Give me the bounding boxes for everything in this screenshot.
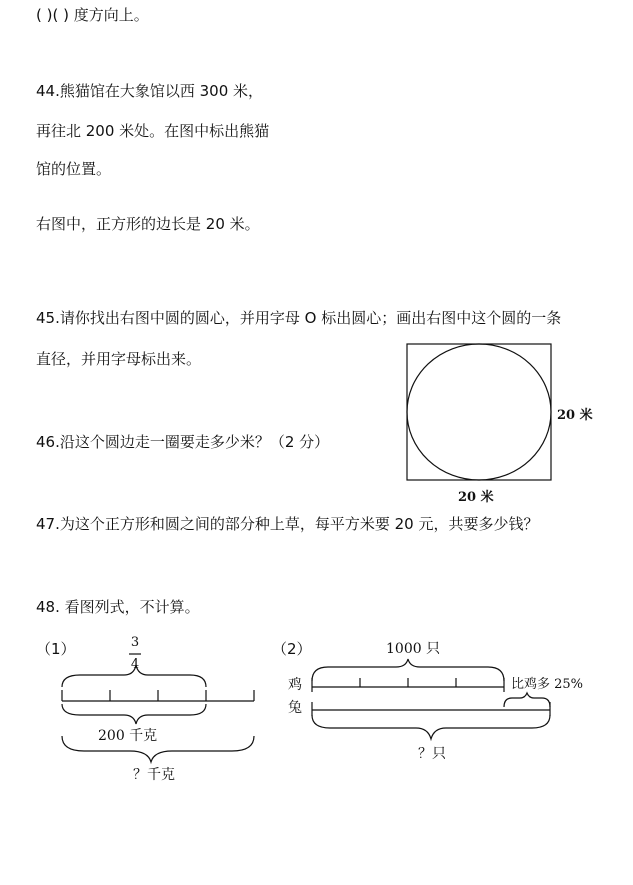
row-label-chicken: 鸡	[288, 677, 302, 693]
part1-unknown: ？千克	[133, 767, 175, 783]
q47-text: 47.为这个正方形和圆之间的部分种上草，每平方米要 20 元，共要多少钱？	[36, 515, 539, 533]
fraction-denominator: 4	[130, 657, 140, 672]
q48-text: 48. 看图列式，不计算。	[36, 598, 200, 616]
q44-note: 右图中，正方形的边长是 20 米。	[36, 215, 260, 233]
square-bottom-label: 20 米	[458, 490, 494, 505]
square-side-label: 20 米	[557, 408, 593, 423]
q48-part2-label: （2）	[272, 640, 312, 658]
brace-rabbit	[312, 715, 550, 739]
fraction-numerator: 3	[130, 635, 140, 650]
q45-line2: 直径，并用字母标出来。	[36, 350, 202, 368]
brace-extra	[504, 693, 550, 707]
q44-line2: 再往北 200 米处。在图中标出熊猫	[36, 122, 270, 140]
q44-line1: 44.熊猫馆在大象馆以西 300 米，	[36, 82, 264, 100]
part2-extra: 比鸡多 25%	[511, 677, 584, 692]
q48-part1-label: （1）	[36, 640, 76, 658]
q45-line1: 45.请你找出右图中圆的圆心，并用字母 O 标出圆心；画出右图中这个圆的一条	[36, 309, 562, 327]
part2-unknown: ？只	[418, 746, 446, 762]
part1-known: 200 千克	[98, 728, 158, 744]
q43-tail: ( )( ) 度方向上。	[36, 6, 149, 24]
brace-1000	[312, 659, 504, 681]
q44-line3: 馆的位置。	[36, 160, 112, 178]
row-label-rabbit: 兔	[288, 700, 302, 716]
part2-top-label: 1000 只	[386, 641, 441, 657]
q46-text: 46.沿这个圆边走一圈要走多少米？（2 分）	[36, 433, 330, 451]
